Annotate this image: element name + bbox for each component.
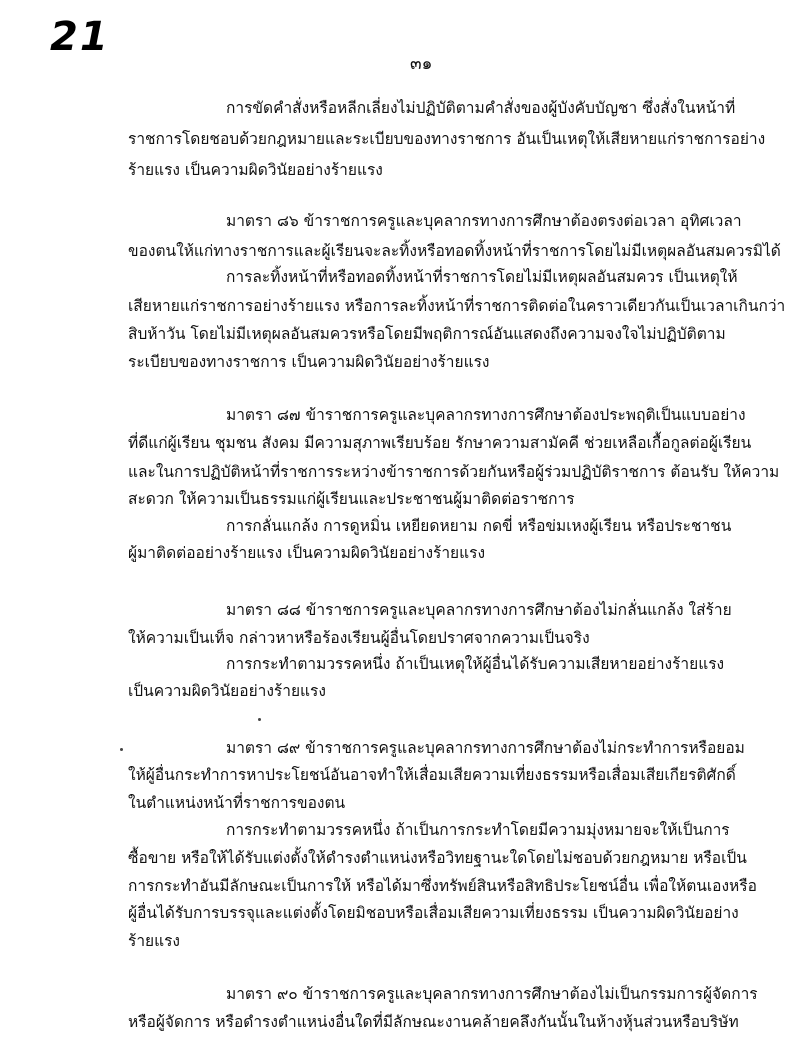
paragraph-line: ของตนให้แก่ทางราชการและผู้เรียนจะละทิ้งหรือทอดทิ้งหน้าที่ราชการโดยไม่มีเหตุผลอันสมควรมิได้ [128,242,781,260]
section-heading-line: มาตรา ๘๘ ข้าราชการครูและบุคลากรทางการศึกษาต้องไม่กลั่นแกล้ง ใส่ร้าย [226,601,732,619]
paragraph-line: สะดวก ให้ความเป็นธรรมแก่ผู้เรียนและประชาชนผู้มาติดต่อราชการ [128,490,575,508]
section-heading-line: มาตรา ๘๙ ข้าราชการครูและบุคลากรทางการศึกษาต้องไม่กระทำการหรือยอม [226,739,745,757]
scan-speck [120,748,123,751]
paragraph-line: การกระทำตามวรรคหนึ่ง ถ้าเป็นการกระทำโดยมีความมุ่งหมายจะให้เป็นการ [226,821,730,839]
paragraph-line: หรือผู้จัดการ หรือดำรงตำแหน่งอื่นใดที่มีลักษณะงานคล้ายคลึงกันนั้นในห้างหุ้นส่วนหรือบริษัท [128,1013,739,1031]
paragraph-line: การกลั่นแกล้ง การดูหมิ่น เหยียดหยาม กดขี่ หรือข่มเหงผู้เรียน หรือประชาชน [226,517,732,535]
paragraph-line: ในตำแหน่งหน้าที่ราชการของตน [128,794,346,812]
paragraph-line: ที่ดีแก่ผู้เรียน ชุมชน สังคม มีความสุภาพเรียบร้อย รักษาความสามัคคี ช่วยเหลือเกื้อกูลต่อผู้เรียน [128,434,752,452]
handwritten-page-number: 21 [50,14,110,60]
paragraph-line: การขัดคำสั่งหรือหลีกเลี่ยงไม่ปฏิบัติตามคำสั่งของผู้บังคับบัญชา ซึ่งสั่งในหน้าที่ [226,99,736,117]
paragraph-line: ให้ผู้อื่นกระทำการหาประโยชน์อันอาจทำให้เสื่อมเสียความเที่ยงธรรมหรือเสื่อมเสียเกียรติศักดิ์ [128,766,736,784]
page-number: ๓๑ [410,54,433,74]
section-heading-line: มาตรา ๘๗ ข้าราชการครูและบุคลากรทางการศึกษาต้องประพฤติเป็นแบบอย่าง [226,406,746,424]
paragraph-line: การกระทำอันมีลักษณะเป็นการให้ หรือได้มาซึ่งทรัพย์สินหรือสิทธิประโยชน์อื่น เพื่อให้ตนเองหรือ [128,877,757,895]
paragraph-line: เป็นความผิดวินัยอย่างร้ายแรง [128,682,326,700]
scan-speck [258,718,261,721]
paragraph-line: สิบห้าวัน โดยไม่มีเหตุผลอันสมควรหรือโดยมีพฤติการณ์อันแสดงถึงความจงใจไม่ปฏิบัติตาม [128,325,726,343]
paragraph-line: ให้ความเป็นเท็จ กล่าวหาหรือร้องเรียนผู้อื่นโดยปราศจากความเป็นจริง [128,629,590,647]
paragraph-line: ผู้อื่นได้รับการบรรจุและแต่งตั้งโดยมิชอบหรือเสื่อมเสียความเที่ยงธรรม เป็นความผิดวินัยอย่าง [128,904,739,922]
paragraph-line: ร้ายแรง เป็นความผิดวินัยอย่างร้ายแรง [128,161,383,179]
paragraph-line: ราชการโดยชอบด้วยกฎหมายและระเบียบของทางราชการ อันเป็นเหตุให้เสียหายแก่ราชการอย่าง [128,130,766,148]
paragraph-line: ระเบียบของทางราชการ เป็นความผิดวินัยอย่างร้ายแรง [128,353,490,371]
paragraph-line: ซื้อขาย หรือให้ได้รับแต่งตั้งให้ดำรงตำแหน่งหรือวิทยฐานะใดโดยไม่ชอบด้วยกฎหมาย หรือเป็น [128,849,747,867]
paragraph-line: และในการปฏิบัติหน้าที่ราชการระหว่างข้าราชการด้วยกันหรือผู้ร่วมปฏิบัติราชการ ต้อนรับ ให้ความ [128,463,780,481]
section-heading-line: มาตรา ๘๖ ข้าราชการครูและบุคลากรทางการศึกษาต้องตรงต่อเวลา อุทิศเวลา [226,212,742,230]
paragraph-line: เสียหายแก่ราชการอย่างร้ายแรง หรือการละทิ้งหน้าที่ราชการติดต่อในคราวเดียวกันเป็นเวลาเกินกว่า [128,297,786,315]
section-heading-line: มาตรา ๙๐ ข้าราชการครูและบุคลากรทางการศึกษาต้องไม่เป็นกรรมการผู้จัดการ [226,985,758,1003]
paragraph-line: ผู้มาติดต่ออย่างร้ายแรง เป็นความผิดวินัยอย่างร้ายแรง [128,544,486,562]
paragraph-line: ร้ายแรง [128,932,180,950]
paragraph-line: การละทิ้งหน้าที่หรือทอดทิ้งหน้าที่ราชการโดยไม่มีเหตุผลอันสมควร เป็นเหตุให้ [226,268,738,286]
paragraph-line: การกระทำตามวรรคหนึ่ง ถ้าเป็นเหตุให้ผู้อื่นได้รับความเสียหายอย่างร้ายแรง [226,655,725,673]
